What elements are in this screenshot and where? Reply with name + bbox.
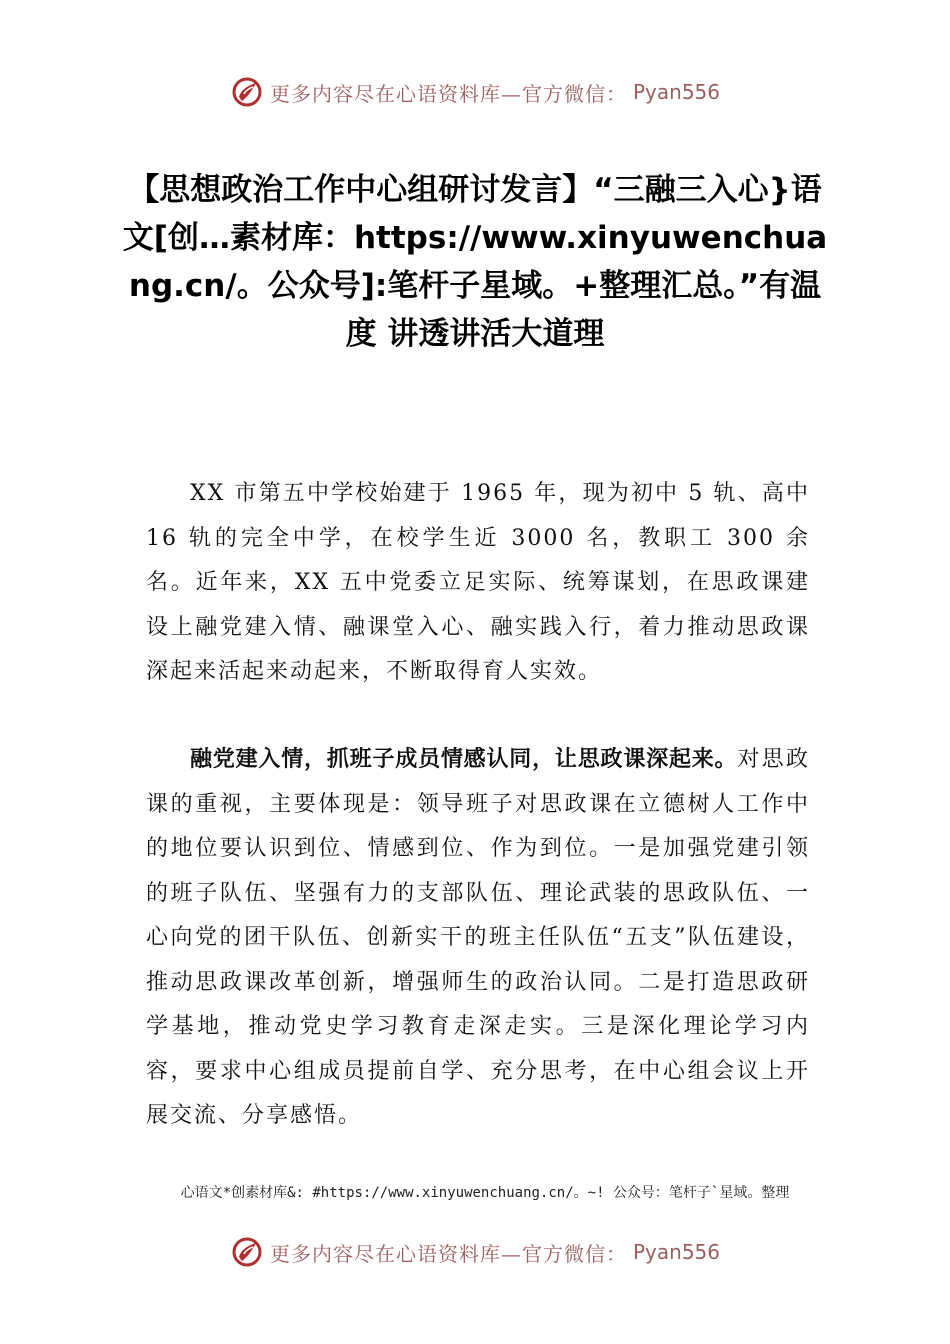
banner-wechat-id: Pyan556 (632, 80, 720, 104)
paragraph-2-lead-heading: 融党建入情，抓班子成员情感认同，让思政课深起来。 (190, 747, 738, 772)
flame-swirl-logo-icon (230, 1235, 264, 1269)
body-paragraph-1: XX 市第五中学校始建于 1965 年，现为初中 5 轨、高中 16 轨的完全中学，在校学生近 3000 名，教职工 300 余名。近年来，XX 五中党委立足实际、统筹谋划，在思政课建设上融党建入情、融课堂入心、融实践入行，着力推动思政课深起来活起来动起来，不断取得育人实效。 (146, 481, 810, 684)
footer-banner (0, 1232, 950, 1272)
header-banner (0, 72, 950, 112)
watermark-footer-line: 心语文*创素材库&: #https://www.xinyuwenchuang.cn/。~! 公众号：笔杆子`星域。整理 (180, 1185, 790, 1201)
flame-swirl-logo-icon (230, 75, 264, 109)
body-paragraph-2 (146, 738, 810, 1139)
banner-text: 更多内容尽在心语资料库—官方微信： (269, 81, 627, 106)
document-title: 【思想政治工作中心组研讨发言】“三融三入心}语文[创…素材库：https://www.xinyuwenchuang.cn/。公众号]:笔杆子星域。+整理汇总。”有温度 讲透讲活大道理 (122, 172, 828, 352)
banner-text: 更多内容尽在心语资料库—官方微信： (269, 1241, 627, 1266)
banner-wechat-id: Pyan556 (632, 1240, 720, 1264)
paragraph-2-body-text: 对思政课的重视，主要体现是：领导班子对思政课在立德树人工作中的地位要认识到位、情感到位、作为到位。一是加强党建引领的班子队伍、坚强有力的支部队伍、理论武装的思政队伍、一心向党的团干队伍、创新实干的班主任队伍“五支”队伍建设，推动思政课改革创新，增强师生的政治认同。二是打造思政研学基地，推动党史学习教育走深走实。三是深化理论学习内容，要求中心组成员提前自学、充分思考，在中心组会议上开展交流、分享感悟。 (146, 747, 810, 1128)
